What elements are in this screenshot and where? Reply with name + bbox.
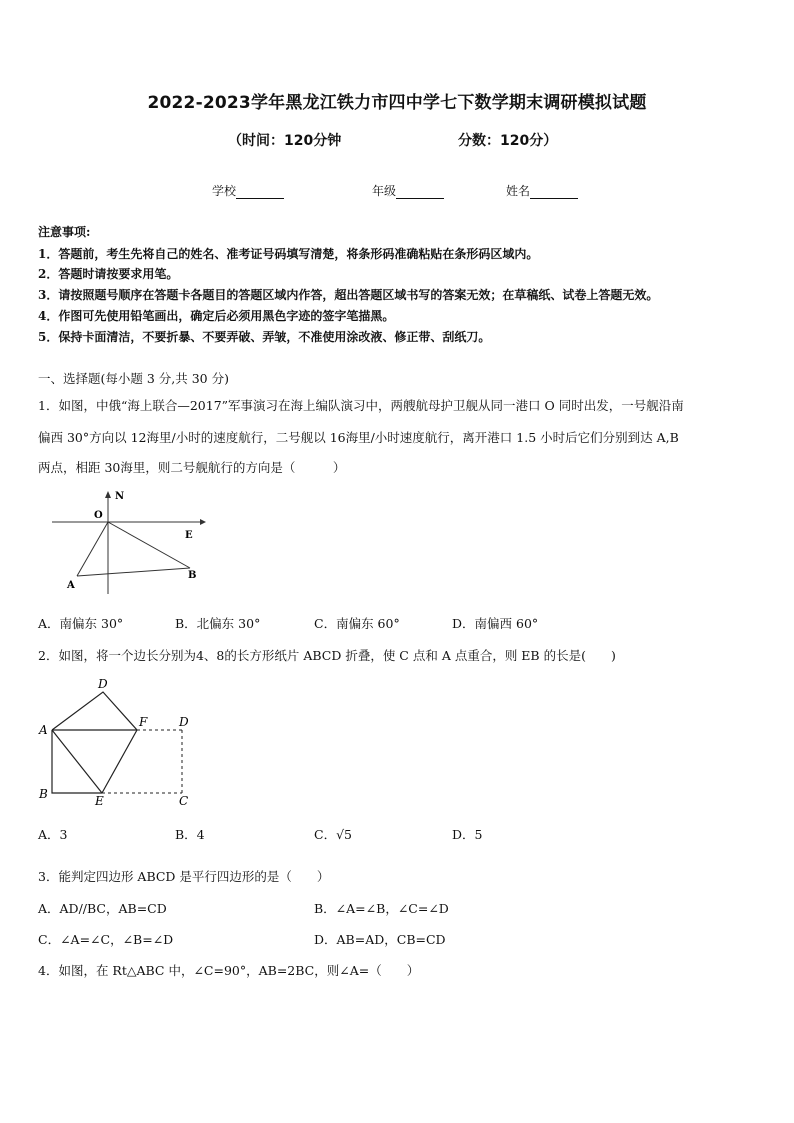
q2-figure — [36, 676, 206, 810]
section-heading: 一、选择题(每小题 3 分,共 30 分) — [38, 371, 229, 386]
note-item: 3．请按照题号顺序在答题卡各题目的答题区域内作答，超出答题区域书写的答案无效；在草稿纸、试卷上答题无效。 — [38, 288, 659, 302]
q1-line: 偏西 30°方向以 12海里/小时的速度航行，二号舰以 16海里/小时速度航行，离开港口 1.5 小时后它们分别到达 A,B — [38, 430, 679, 445]
folded-part — [52, 692, 137, 793]
label-n: N — [115, 491, 125, 502]
label-c: C — [179, 794, 189, 808]
name-label: 姓名 — [506, 184, 531, 198]
q1-option-b: B．北偏东 30° — [175, 616, 261, 631]
segment-oa — [77, 522, 108, 576]
notes-heading: 注意事项: — [38, 225, 91, 239]
label-d-top: D — [98, 677, 108, 691]
label-b: B — [39, 787, 48, 801]
grade-label: 年级 — [372, 184, 397, 198]
grade-blank — [396, 186, 444, 199]
segment-ab — [77, 568, 190, 576]
segment-ae — [52, 730, 102, 793]
note-item: 5．保持卡面清洁，不要折暴、不要弄破、弄皱，不准使用涂改液、修正带、刮纸刀。 — [38, 330, 491, 344]
label-f: F — [139, 715, 148, 729]
label-o: O — [94, 510, 103, 521]
east-arrow — [200, 519, 206, 525]
q3-text: 3．能判定四边形 ABCD 是平行四边形的是（ ） — [38, 869, 330, 884]
label-d-right: D — [179, 715, 189, 729]
label-e: E — [185, 530, 193, 541]
q1-option-c: C．南偏东 60° — [314, 616, 400, 631]
q3-option-d: D．AB=AD，CB=CD — [314, 932, 446, 947]
note-item: 2．答题时请按要求用笔。 — [38, 267, 179, 281]
q3-option-a: A．AD//BC，AB=CD — [38, 901, 167, 916]
label-e: E — [95, 794, 104, 808]
q4-text: 4．如图，在 Rt△ABC 中，∠C=90°，AB=2BC，则∠A=（ ） — [38, 963, 420, 978]
q2-option-a: A．3 — [38, 827, 68, 842]
page-title: 2022-2023学年黑龙江铁力市四中学七下数学期末调研模拟试题 — [147, 93, 647, 113]
exam-score: 分数：120分） — [458, 133, 558, 149]
label-a: A — [39, 723, 48, 737]
exam-time: （时间：120分钟 — [228, 133, 342, 149]
grade-field — [372, 182, 444, 199]
q3-option-b: B．∠A=∠B，∠C=∠D — [314, 901, 449, 916]
q1-line: 1．如图，中俄“海上联合—2017”军事演习在海上编队演习中，两艘航母护卫舰从同一港口 O 同时出发，一号舰沿南 — [38, 398, 684, 413]
segment-ob — [108, 522, 190, 568]
school-blank — [236, 186, 284, 199]
school-label: 学校 — [212, 184, 237, 198]
label-b: B — [188, 570, 197, 581]
note-item: 1．答题前，考生先将自己的姓名、准考证号码填写清楚，将条形码准确粘贴在条形码区域内。 — [38, 247, 539, 261]
school-field — [212, 182, 284, 199]
q3-option-c: C．∠A=∠C，∠B=∠D — [38, 932, 174, 947]
name-field — [506, 182, 578, 199]
q1-option-d: D．南偏西 60° — [452, 616, 539, 631]
q2-option-b: B．4 — [175, 827, 205, 842]
north-arrow — [105, 491, 111, 498]
q1-option-a: A．南偏东 30° — [38, 616, 124, 631]
q1-line: 两点，相距 30海里，则二号舰航行的方向是（ ） — [38, 460, 346, 475]
q2-option-c: C．√5 — [314, 827, 352, 842]
q1-figure — [40, 486, 220, 598]
note-item: 4．作图可先使用铅笔画出，确定后必须用黑色字迹的签字笔描黑。 — [38, 309, 395, 323]
label-a: A — [67, 580, 75, 591]
q2-option-d: D．5 — [452, 827, 483, 842]
name-blank — [530, 186, 578, 199]
q2-text: 2．如图，将一个边长分别为4、8的长方形纸片 ABCD 折叠，使 C 点和 A 点重合，则 EB 的长是( ) — [38, 648, 616, 663]
